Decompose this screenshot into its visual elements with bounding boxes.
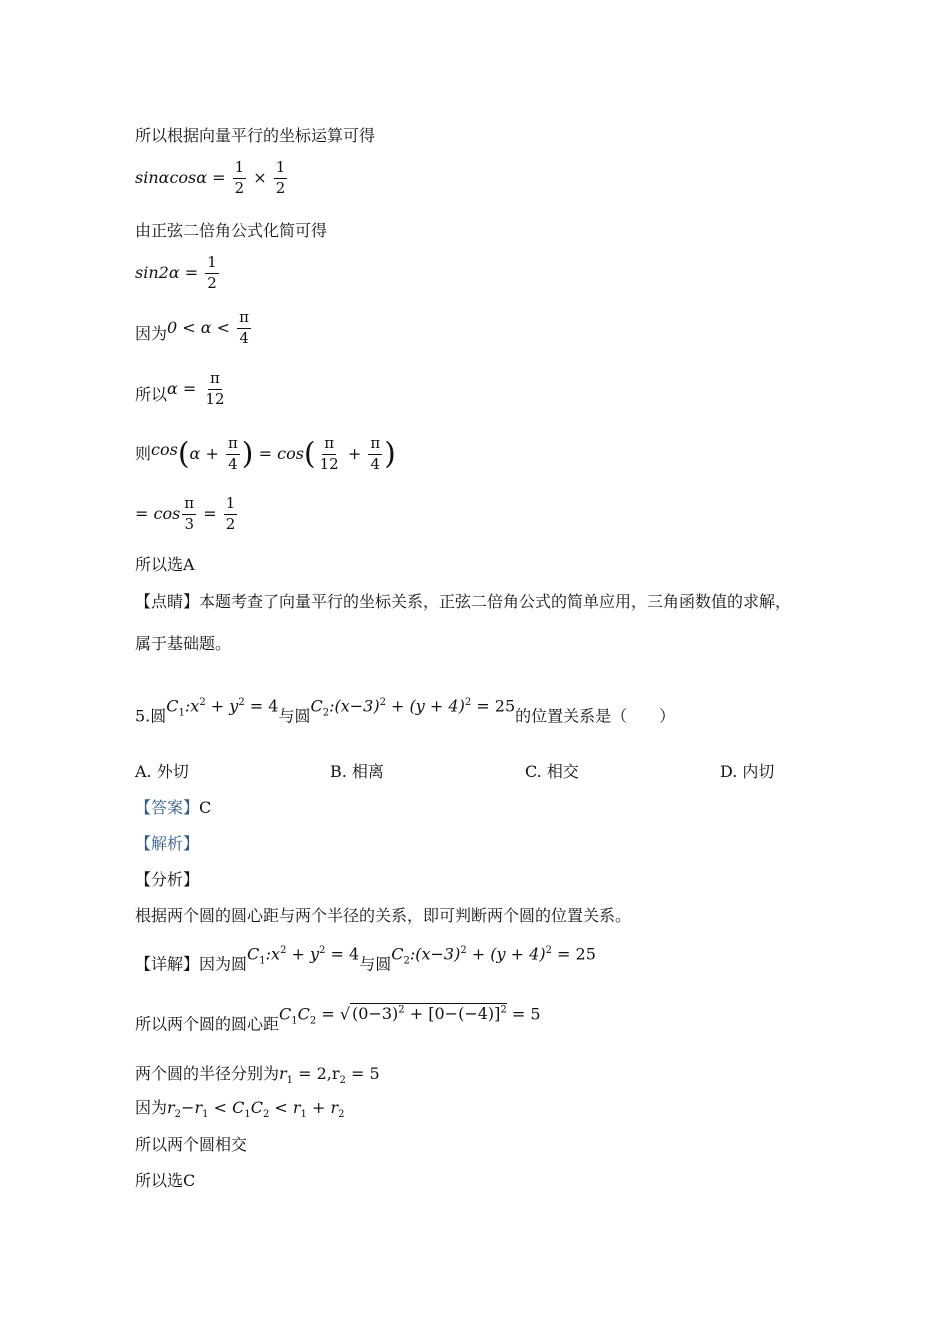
fraction: $\frac{1}{2}$ bbox=[234, 158, 245, 197]
math-text: sinαcosα bbox=[135, 167, 208, 187]
distance-line bbox=[135, 1004, 541, 1037]
fraction: $\frac{1}{2}$ bbox=[275, 158, 286, 197]
math-text: 0 < α < bbox=[167, 317, 231, 337]
text: 与圆 bbox=[278, 706, 311, 726]
analysis-label: 【解析】 bbox=[135, 834, 200, 853]
option-d: D. 内切 bbox=[720, 762, 775, 781]
radius-values: $r_1 = 2,r_2 = 5$ bbox=[279, 1064, 380, 1087]
text: 所以 bbox=[135, 384, 168, 404]
text-line: 所以根据向量平行的坐标运算可得 bbox=[135, 126, 376, 145]
equation-line bbox=[135, 160, 289, 197]
equation-line bbox=[135, 369, 229, 414]
option-c: C. 相交 bbox=[525, 762, 579, 781]
inequality: $r_2-r_1 < C_1C_2 < r_1 + r_2$ bbox=[167, 1098, 345, 1121]
fraction: $\frac{\pi}{12}$ bbox=[319, 434, 339, 473]
math-text: = cos bbox=[258, 443, 304, 463]
fraction: $\frac{\pi}{12}$ bbox=[205, 369, 225, 408]
math-text: + bbox=[347, 443, 362, 463]
math-text: = bbox=[212, 167, 226, 187]
math-text: = cos bbox=[135, 503, 181, 523]
text: 所以两个圆的圆心距 bbox=[135, 1014, 280, 1034]
answer-label: 【答案】 bbox=[135, 798, 200, 817]
math-text: α = bbox=[167, 378, 197, 398]
math-text: = bbox=[203, 503, 217, 523]
equation-line bbox=[135, 496, 239, 533]
text: 因为 bbox=[135, 323, 168, 343]
math-text: α + bbox=[189, 443, 219, 463]
circle-c1-equation: $C_1:x^2 + y^2 = 4$ bbox=[247, 944, 360, 967]
fraction: $\frac{\pi}{4}$ bbox=[370, 434, 381, 473]
equation-line bbox=[135, 255, 221, 292]
radius-line bbox=[135, 1066, 380, 1086]
fraction: $\frac{\pi}{4}$ bbox=[227, 434, 238, 473]
detail-line bbox=[135, 944, 596, 977]
comment-line: 属于基础题。 bbox=[135, 634, 232, 653]
text: 因为 bbox=[135, 1098, 168, 1117]
detail-label: 【详解】因为圆 bbox=[135, 954, 248, 974]
fraction: $\frac{\pi}{4}$ bbox=[239, 308, 250, 347]
text-line: 由正弦二倍角公式化简可得 bbox=[135, 221, 328, 240]
question-line bbox=[135, 696, 676, 729]
equation-line bbox=[135, 308, 253, 353]
distance-formula: $C_1C_2$ = √ $(0-3)^2 + [0-(-4)]^2 = 5$ bbox=[279, 1004, 541, 1027]
inequality-line bbox=[135, 1100, 345, 1120]
math-text: cos bbox=[151, 439, 178, 459]
fraction: $\frac{1}{2}$ bbox=[207, 253, 217, 292]
math-text: = bbox=[184, 262, 199, 282]
option-a: A. 外切 bbox=[135, 762, 189, 781]
circle-c2-equation: $C_2:(x-3)^2 + (y + 4)^2 = 25$ bbox=[310, 696, 516, 719]
choice-line: 所以选C bbox=[135, 1171, 196, 1190]
fraction: $\frac{1}{2}$ bbox=[225, 494, 236, 533]
circle-c1-equation: $C_1:x^2 + y^2 = 4$ bbox=[166, 696, 279, 719]
question-number: 5.圆 bbox=[135, 706, 167, 726]
fenxi-label: 【分析】 bbox=[135, 870, 200, 889]
math-text: × bbox=[253, 167, 267, 187]
math-text: sin2α bbox=[135, 262, 180, 282]
text: 两个圆的半径分别为 bbox=[135, 1064, 280, 1083]
answer-line bbox=[135, 800, 211, 816]
text: 与圆 bbox=[359, 954, 392, 974]
equation-line: 则cos(α + $\frac{\pi}{4}$ ) = cos( $\frac{\pi}{12}$ + $\frac{\pi}{4}$ ) bbox=[135, 434, 396, 473]
text: 的位置关系是（ ） bbox=[515, 706, 676, 726]
text-line: 所以选A bbox=[135, 555, 195, 574]
comment-line: 【点睛】本题考查了向量平行的坐标关系，正弦二倍角公式的简单应用，三角函数值的求解， bbox=[135, 592, 792, 611]
circle-c2-equation: $C_2:(x-3)^2 + (y + 4)^2 = 25$ bbox=[391, 944, 596, 967]
answer-value: C bbox=[199, 798, 212, 817]
fenxi-text: 根据两个圆的圆心距与两个半径的关系，即可判断两个圆的位置关系。 bbox=[135, 906, 632, 925]
option-b: B. 相离 bbox=[330, 762, 384, 781]
text: 则 bbox=[135, 443, 152, 463]
fraction: $\frac{\pi}{3}$ bbox=[184, 494, 195, 533]
conclusion-line: 所以两个圆相交 bbox=[135, 1135, 248, 1154]
